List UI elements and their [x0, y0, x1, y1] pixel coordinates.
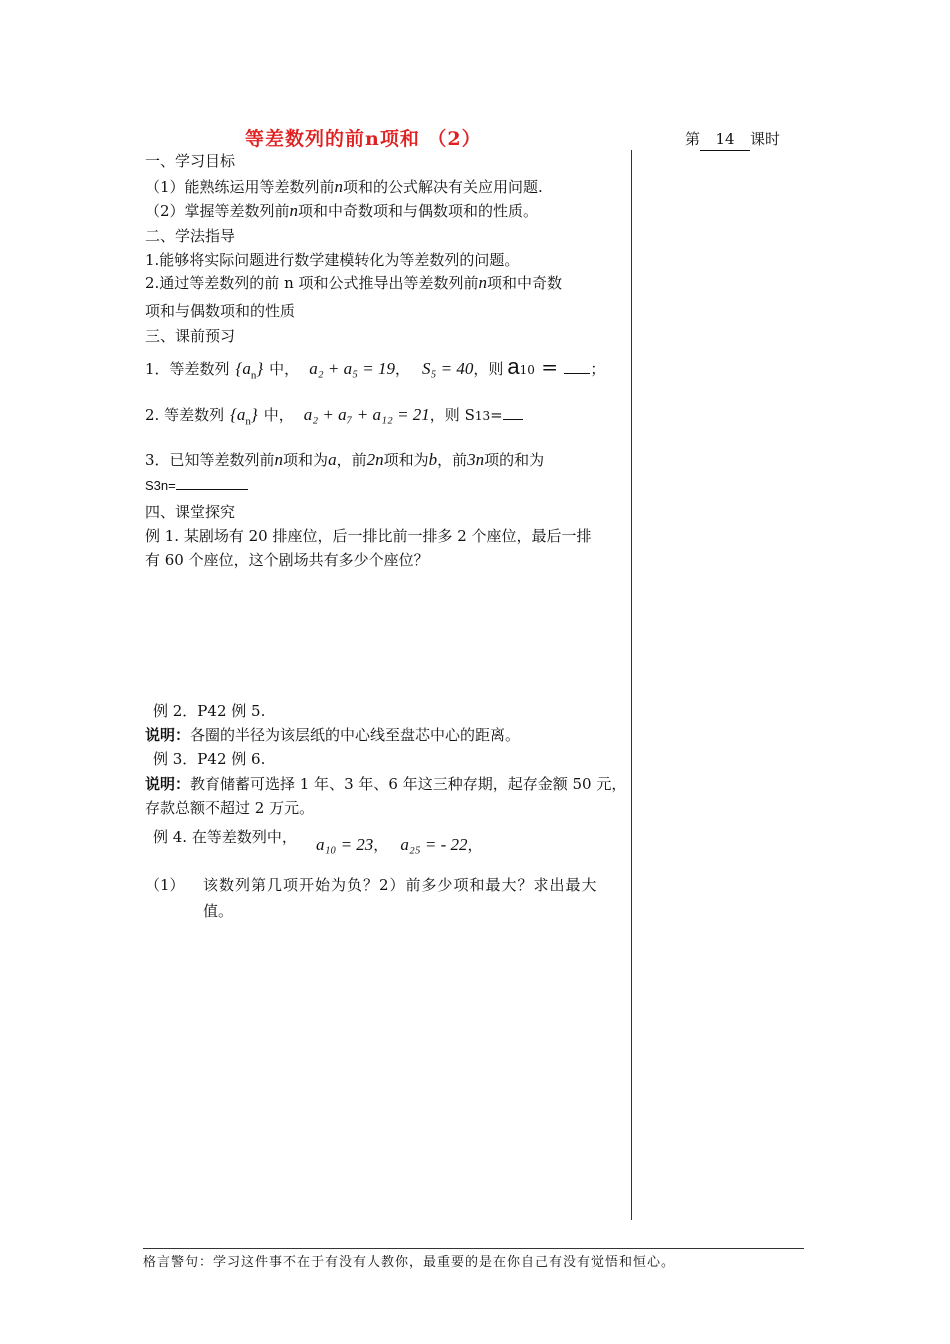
method-item-1: 1.能够将实际问题进行数学建模转化为等差数列的问题。 [145, 251, 520, 269]
lesson-prefix: 第 [685, 130, 701, 148]
goal-1-tail: 项和的公式解决有关应用问题. [343, 178, 543, 196]
page-title: 等差数列的前n项和 （2） [245, 128, 482, 150]
example-1-line-1: 例 1. 某剧场有 20 排座位，后一排比前一排多 2 个座位，最后一排 [145, 527, 592, 545]
note-2 [145, 773, 626, 795]
q3-var-2n: 2n [366, 450, 384, 469]
preview-question-1 [145, 356, 605, 386]
q1-ask-sub: 10 [519, 363, 535, 377]
ex4-question-line-1: 该数列第几项开始为负？2）前多少项和最大？求出最大 [203, 876, 598, 894]
q2-prefix: 2. 等差数列 [145, 406, 225, 424]
goal-item-1 [145, 176, 543, 198]
q2-answer-blank[interactable] [503, 419, 523, 420]
q1-ask-eq: = [534, 355, 565, 379]
q1-end: ； [590, 360, 606, 378]
lesson-number [685, 128, 780, 151]
method-2-tail: 项和中奇数 [487, 274, 563, 292]
goal-2-tail: 项和中奇数项和与偶数项和的性质。 [298, 202, 539, 220]
lesson-suffix: 课时 [750, 130, 781, 148]
q1-prefix: 1．等差数列 [145, 360, 230, 378]
preview-question-2 [145, 404, 523, 432]
note-2-text: 教育储蓄可选择 1 年、3 年、6 年这三种存期，起存金额 50 元， [190, 775, 627, 793]
goal-2-var: n [289, 201, 299, 220]
example-1-line-2: 有 60 个座位，这个剧场共有多少个座位？ [145, 551, 429, 569]
q1-answer-blank[interactable] [564, 373, 590, 374]
q3-answer-blank[interactable] [176, 489, 248, 490]
section-heading-goals: 一、学习目标 [145, 152, 236, 170]
q2-sequence: $\{a_n\}$ [230, 405, 258, 428]
q2-eq-tail: = [490, 406, 503, 424]
ex4-question-label: （1） [145, 876, 185, 894]
note-1-text: 各圈的半径为该层纸的中心线至盘芯中心的距离。 [190, 726, 521, 744]
q3-text-d: 项和为 [383, 451, 429, 469]
q3-text-c: ，前 [336, 451, 367, 469]
goal-item-2 [145, 200, 538, 222]
ex4-equation-2: a₂₅ = - 22 [400, 835, 468, 854]
method-2-var: n [478, 273, 488, 292]
method-item-2 [145, 272, 562, 294]
q1-equation-1: a₂ + a₅ = 19 [309, 359, 395, 378]
goal-1-var: n [334, 177, 344, 196]
q1-sep: ， [394, 360, 410, 378]
q1-ask-var: a [507, 354, 520, 379]
q2-equation: a₂ + a₇ + a₁₂ = 21 [303, 405, 430, 424]
section-heading-preview: 三、课前预习 [145, 327, 236, 345]
ex4-question-line-2: 值。 [203, 902, 234, 920]
footer-divider [143, 1248, 804, 1249]
example-2: 例 2．P42 例 5. [153, 702, 266, 720]
column-divider [631, 150, 632, 1220]
q3-text-b: 项和为 [283, 451, 329, 469]
q1-sequence: $\{a_n\}$ [235, 359, 264, 382]
note-2-cont: 存款总额不超过 2 万元。 [145, 799, 315, 817]
q3-var-3n: 3n [467, 450, 485, 469]
q3-var-n: n [274, 450, 284, 469]
q3-text-a: 3．已知等差数列前 [145, 451, 275, 469]
q3-text-f: 项的和为 [484, 451, 545, 469]
note-1 [145, 724, 520, 746]
section-heading-explore: 四、课堂探究 [145, 503, 236, 521]
section-heading-method: 二、学法指导 [145, 227, 236, 245]
q2-sub: 13 [474, 409, 491, 423]
goal-2-text: （2）掌握等差数列前 [145, 202, 290, 220]
preview-question-3 [145, 449, 544, 471]
ex4-sep: ， [373, 836, 389, 854]
q2-then: ，则 S [429, 406, 475, 424]
footer-motto: 格言警句：学习这件事不在于有没有人教你，最重要的是在你自己有没有觉悟和恒心。 [143, 1255, 676, 1270]
note-2-label: 说明： [145, 775, 191, 793]
q1-then: ，则 [473, 360, 504, 378]
q3-var-b: b [428, 450, 438, 469]
q3-line2: S3n= [145, 478, 176, 493]
ex4-prefix: 例 4. 在等差数列中， [153, 828, 297, 846]
ex4-equations [316, 834, 483, 856]
q1-mid: 中， [269, 360, 300, 378]
ex4-end: ， [467, 836, 483, 854]
q3-var-a: a [328, 450, 337, 469]
method-2-text: 2.通过等差数列的前 n 项和公式推导出等差数列前 [145, 274, 479, 292]
example-3: 例 3．P42 例 6. [153, 750, 266, 768]
example-4 [153, 826, 297, 848]
preview-question-3-cont [145, 478, 248, 493]
q1-equation-2: S₅ = 40 [421, 359, 474, 378]
goal-1-text: （1）能熟练运用等差数列前 [145, 178, 335, 196]
q3-text-e: ，前 [437, 451, 468, 469]
method-item-2-cont: 项和与偶数项和的性质 [145, 302, 296, 320]
lesson-number-value: 14 [700, 128, 750, 151]
ex4-equation-1: a₁₀ = 23 [316, 835, 374, 854]
q2-mid: 中， [263, 406, 294, 424]
note-1-label: 说明： [145, 726, 191, 744]
